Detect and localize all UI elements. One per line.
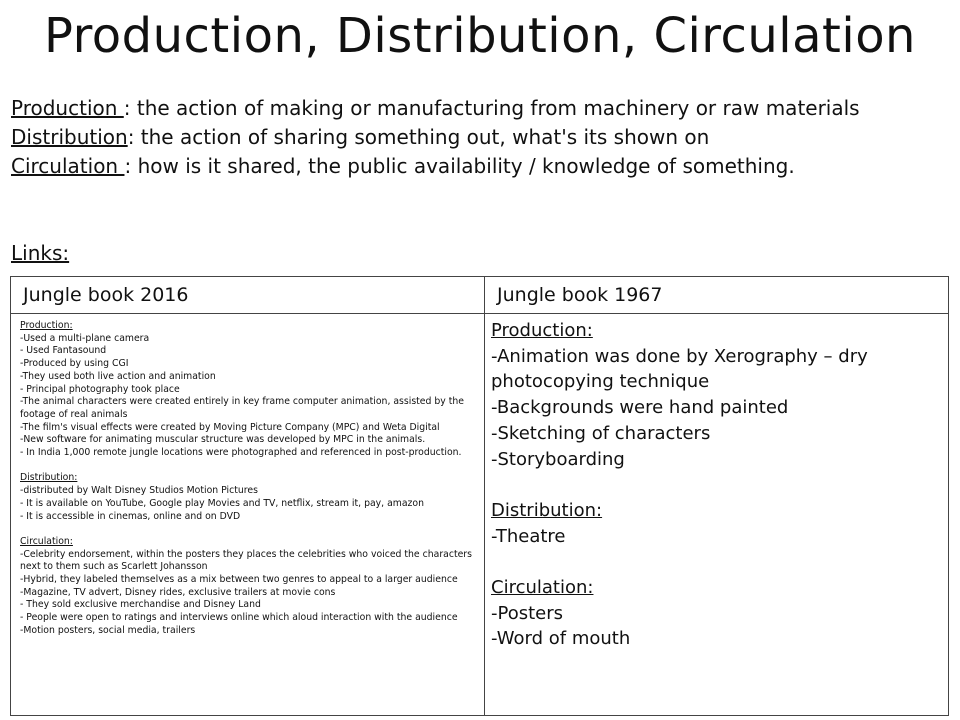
list-item: - They sold exclusive merchandise and Disney Land (20, 599, 261, 611)
list-item: -They used both live action and animation (20, 370, 216, 382)
section-heading: Production: (20, 320, 73, 331)
page-title: Production, Distribution, Circulation (44, 8, 916, 64)
distribution-list (491, 524, 940, 550)
production-list (491, 344, 940, 473)
list-item: -The film's visual effects were created by Moving Picture Company (MPC) and Weta Digital (20, 421, 440, 433)
list-item: - It is accessible in cinemas, online and on DVD (20, 510, 241, 522)
list-item: - It is available on YouTube, Google play Movies and TV, netflix, stream it, pay, amazon (20, 497, 424, 509)
definition-term: Production (11, 96, 124, 120)
section-heading: Circulation: (20, 535, 73, 547)
list-item: -Motion posters, social media, trailers (20, 624, 196, 636)
list-item: -Produced by using CGI (20, 358, 129, 370)
list-item: -Used a multi-plane camera (20, 332, 150, 344)
list-item: - People were open to ratings and interviews online which aloud interaction with the audience (20, 612, 458, 624)
list-item: -Backgrounds were hand painted (491, 397, 789, 419)
col1-body (11, 314, 485, 715)
list-item: -distributed by Walt Disney Studios Motion Pictures (20, 485, 258, 497)
section-heading: Circulation: (491, 577, 594, 598)
section-heading: Distribution: (20, 472, 78, 484)
list-item: -Posters (491, 602, 564, 624)
definition-text: : the action of sharing something out, what's its shown on (127, 125, 710, 149)
definition-term: Circulation (11, 154, 125, 178)
definition-text: : how is it shared, the public availability / knowledge of something. (124, 154, 795, 178)
list-item: -Storyboarding (491, 448, 625, 470)
col1-header: Jungle book 2016 (11, 277, 485, 314)
list-item: -Sketching of characters (491, 422, 711, 444)
circulation-list (20, 549, 476, 638)
comparison-table (10, 276, 949, 716)
definition-distribution (11, 123, 941, 152)
col2-header: Jungle book 1967 (485, 277, 948, 314)
definitions (11, 94, 941, 181)
list-item: -New software for animating muscular structure was developed by MPC in the animals. (20, 434, 426, 446)
definition-term: Distribution (11, 125, 128, 149)
distribution-list (20, 485, 476, 523)
list-item: - Principal photography took place (20, 383, 180, 395)
definition-production (11, 94, 941, 123)
list-item: - Used Fantasound (20, 345, 107, 357)
links-label: Links: (11, 241, 70, 265)
list-item: -Animation was done by Xerography – dry photocopying technique (491, 345, 868, 393)
col2-body (485, 314, 948, 715)
list-item: - In India 1,000 remote jungle locations were photographed and referenced in post-production. (20, 447, 462, 459)
list-item: -Word of mouth (491, 628, 631, 650)
list-item: -Celebrity endorsement, within the posters they places the celebrities who voiced the characters next to them such as Scarlett Johansson (20, 548, 472, 573)
definition-text: : the action of making or manufacturing from machinery or raw materials (123, 96, 860, 120)
production-list (20, 333, 476, 460)
list-item: -Theatre (491, 525, 566, 547)
list-item: -Magazine, TV advert, Disney rides, exclusive trailers at movie cons (20, 586, 336, 598)
definition-circulation (11, 152, 941, 181)
list-item: -Hybrid, they labeled themselves as a mix between two genres to appeal to a larger audience (20, 574, 458, 586)
circulation-list (491, 601, 940, 652)
section-heading: Production: (491, 320, 593, 341)
list-item: -The animal characters were created entirely in key frame computer animation, assisted by the footage of real animals (20, 396, 464, 420)
section-heading: Distribution: (491, 499, 603, 521)
